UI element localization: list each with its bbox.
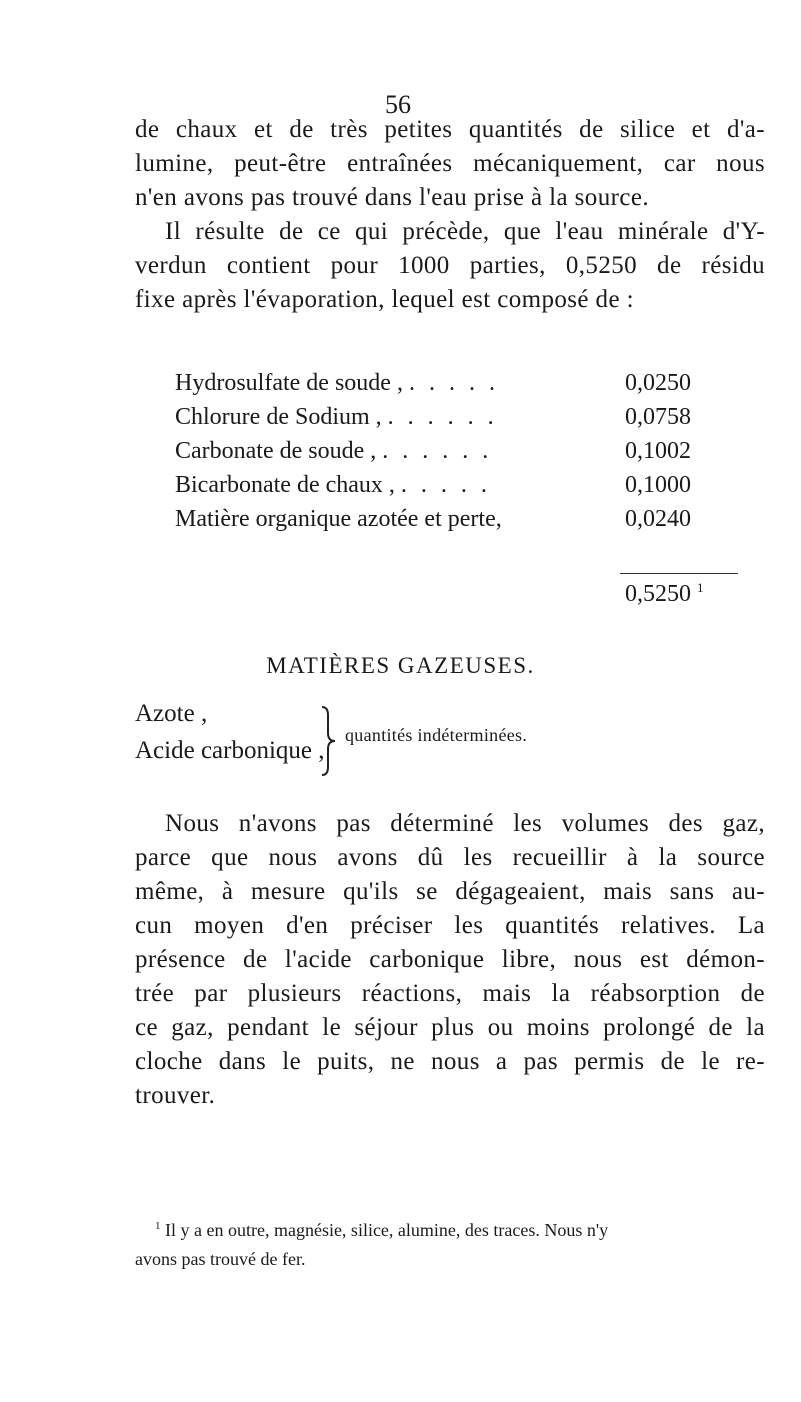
composition-label: Hydrosulfate de soude , — [175, 370, 403, 396]
text-line: Nous n'avons pas déterminé les volumes des gaz, — [165, 810, 765, 837]
composition-value: 0,1000 — [625, 472, 691, 498]
text-line: présence de l'acide carbonique libre, nous est démon- — [135, 946, 765, 973]
page-number: 56 — [385, 90, 411, 119]
composition-value: 0,0240 — [625, 506, 691, 532]
composition-label: Carbonate de soude , — [175, 438, 377, 464]
composition-label: Bicarbonate de chaux , — [175, 472, 395, 498]
footnote — [135, 1212, 765, 1274]
leader-dots: . . . . . . — [387, 404, 498, 430]
gas-note: quantités indéterminées. — [345, 725, 528, 745]
composition-row — [175, 370, 735, 404]
leader-dots: . . . . . . — [382, 438, 493, 464]
text-line: n'en avons pas trouvé dans l'eau prise à la source. — [135, 184, 649, 211]
text-line: ce gaz, pendant le séjour plus ou moins prolongé de la — [135, 1014, 765, 1041]
text-line: même, à mesure qu'ils se dégageaient, mais sans au- — [135, 878, 765, 905]
composition-row — [175, 404, 735, 438]
total-amount: 0,5250 — [625, 581, 691, 607]
text-line: lumine, peut-être entraînées mécaniquement, car nous — [135, 150, 765, 177]
footnote-reference: 1 — [697, 580, 704, 595]
leader-dots: . . . . . — [408, 370, 499, 396]
text-line: trouver. — [135, 1082, 216, 1109]
composition-table — [175, 370, 735, 540]
paragraph-residue — [135, 113, 765, 317]
composition-label: Matière organique azotée et perte, — [175, 506, 502, 532]
paragraph-gases — [135, 807, 765, 1113]
text-line: Il résulte de ce qui précède, que l'eau minérale d'Y- — [165, 218, 765, 245]
text-line: cun moyen d'en préciser les quantités relatives. La — [135, 912, 765, 939]
text-line: cloche dans le puits, ne nous a pas permis de le re- — [135, 1048, 765, 1075]
footnote-line: avons pas trouvé de fer. — [135, 1249, 306, 1269]
composition-value: 0,1002 — [625, 438, 691, 464]
text-line: verdun contient pour 1000 parties, 0,5250 de résidu — [135, 252, 765, 279]
leader-dots: . . . . . — [400, 472, 491, 498]
gas-item: Azote , — [135, 700, 208, 727]
gas-item: Acide carbonique , — [135, 737, 325, 764]
composition-label: Chlorure de Sodium , — [175, 404, 382, 430]
text-line: parce que nous avons dû les recueillir à la source — [135, 844, 765, 871]
composition-row — [175, 438, 735, 472]
footnote-mark: 1 — [155, 1220, 161, 1232]
gas-list — [135, 700, 325, 774]
total-rule — [620, 573, 738, 574]
section-title: MATIÈRES GAZEUSES. — [266, 653, 535, 678]
text-line: trée par plusieurs réactions, mais la réabsorption de — [135, 980, 765, 1007]
footnote-line — [135, 1212, 765, 1245]
composition-row — [175, 506, 735, 540]
total-value — [625, 580, 704, 608]
composition-value: 0,0758 — [625, 404, 691, 430]
text-line: de chaux et de très petites quantités de silice et d'a- — [135, 116, 765, 143]
footnote-text: Il y a en outre, magnésie, silice, alumine, des traces. Nous n'y — [165, 1220, 609, 1240]
composition-value: 0,0250 — [625, 370, 691, 396]
text-line: fixe après l'évaporation, lequel est composé de : — [135, 286, 634, 313]
composition-row — [175, 472, 735, 506]
brace-icon — [320, 705, 338, 777]
